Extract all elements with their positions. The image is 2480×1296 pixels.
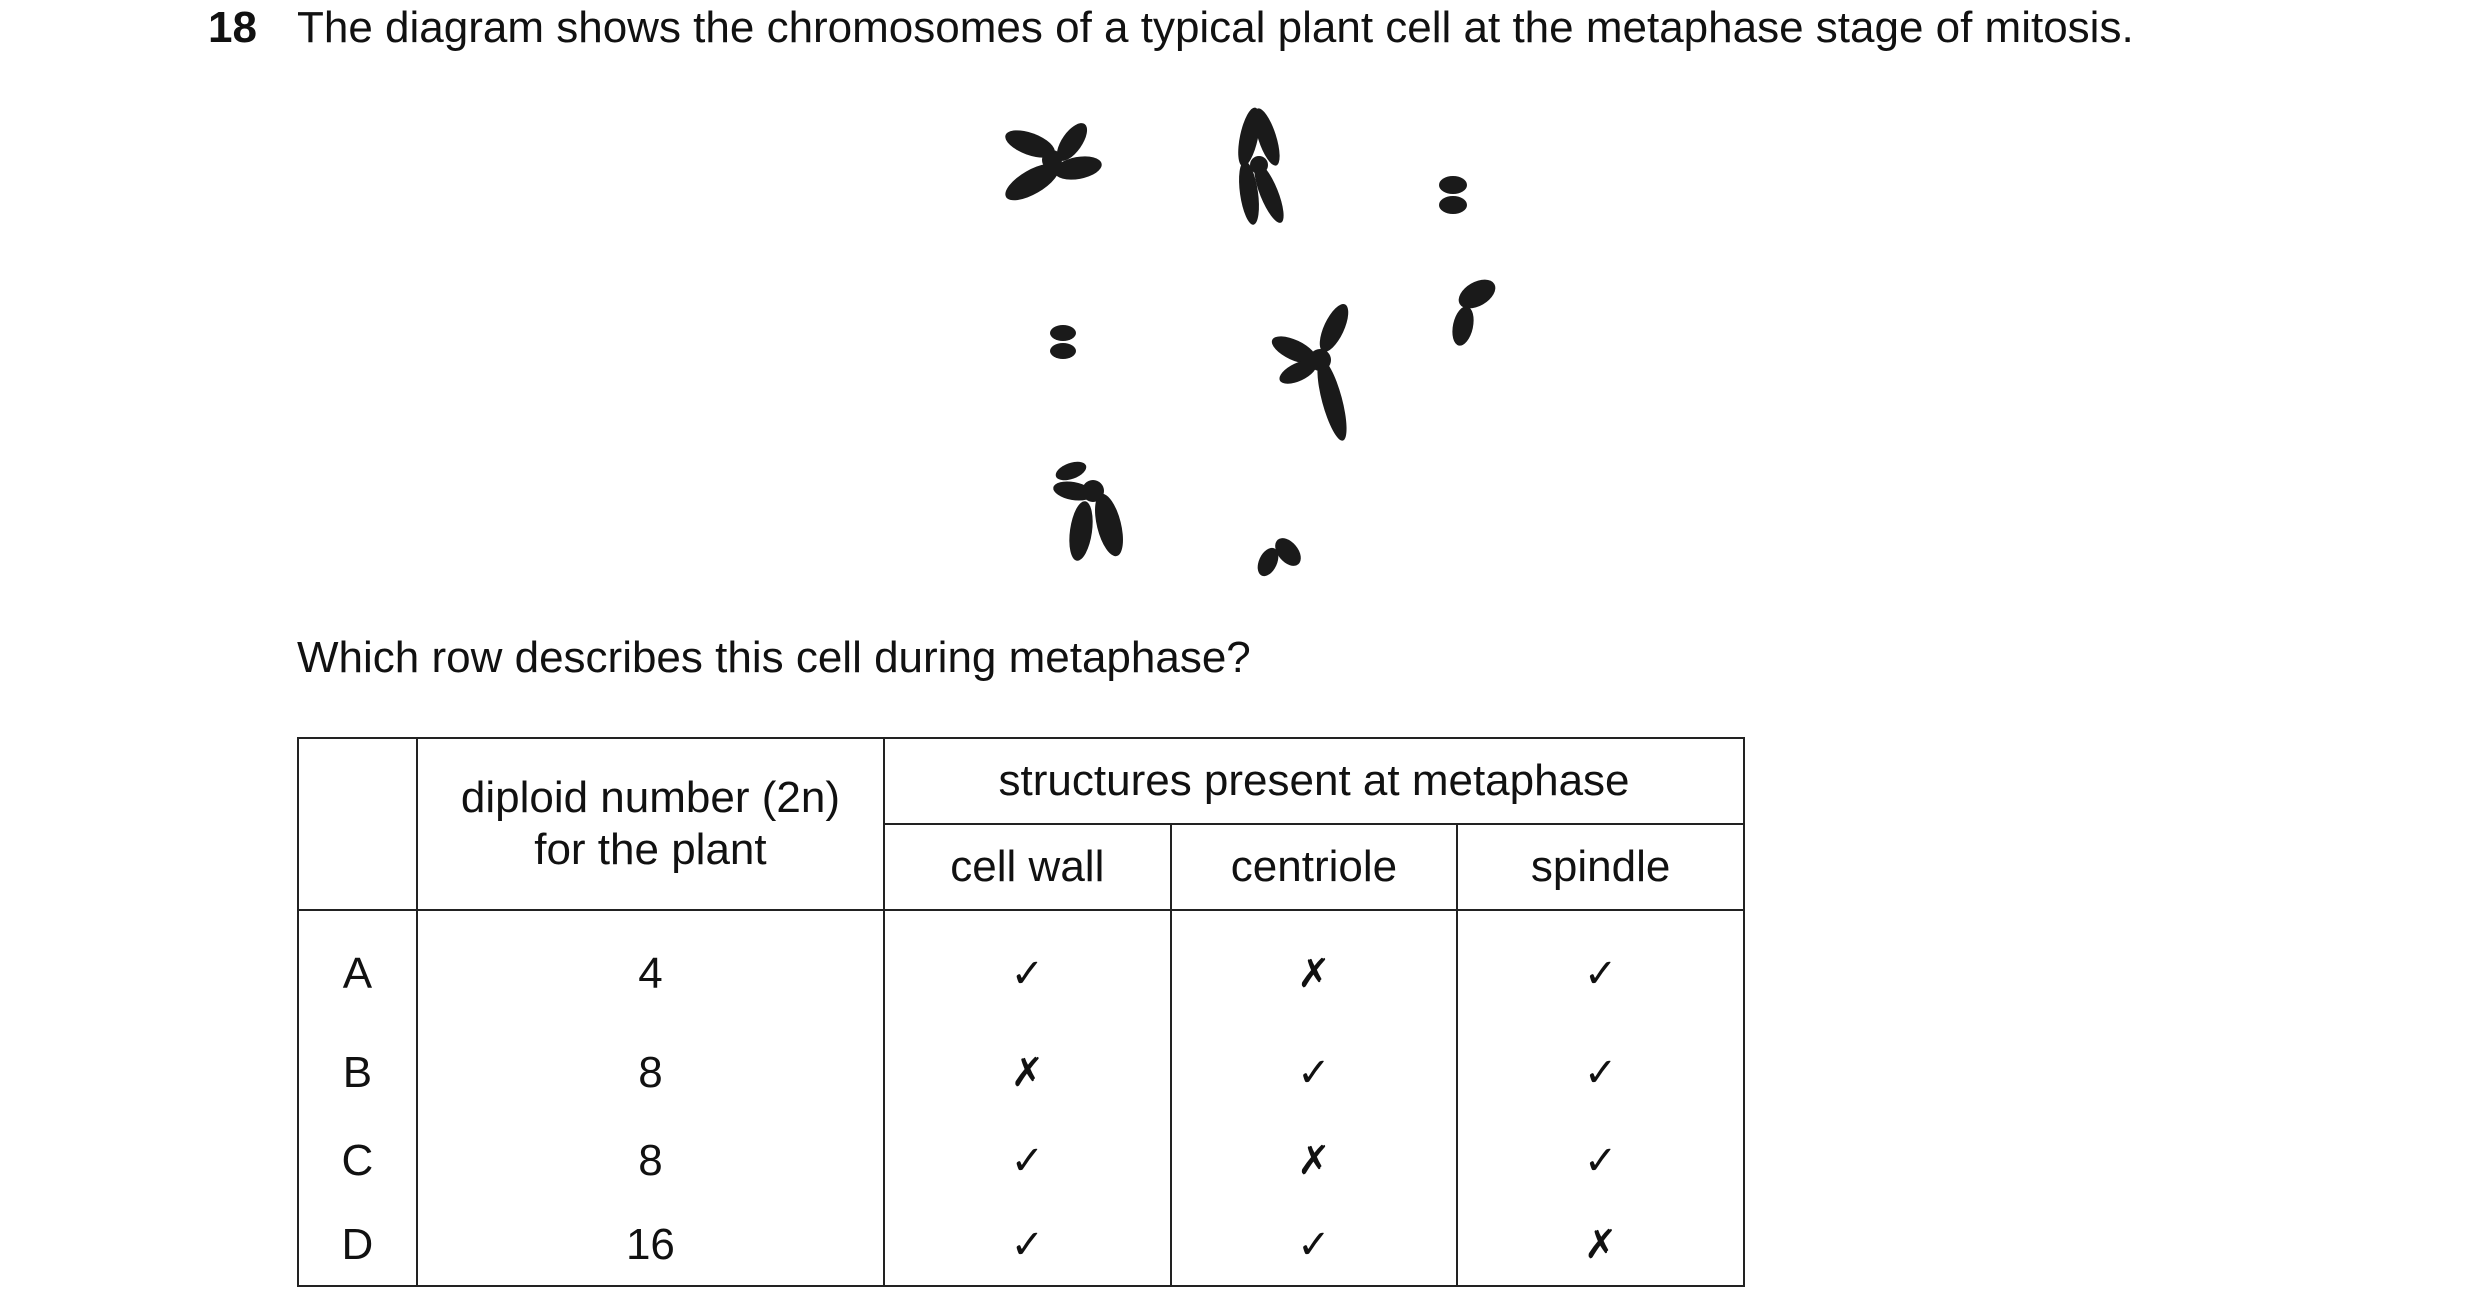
diploid-value: 16 [417,1205,884,1286]
cell-wall-mark: ✓ [884,1205,1171,1286]
table-row [298,1029,1744,1117]
spindle-mark: ✗ [1457,1205,1744,1286]
chromosome-diagram [980,90,1500,600]
cell-wall-mark: ✓ [884,1117,1171,1205]
table-row [298,1117,1744,1205]
diploid-value: 8 [417,1117,884,1205]
chromosome-small-bottom [1254,533,1306,579]
row-letter: B [298,1029,417,1117]
centriole-mark: ✗ [1171,910,1458,1029]
row-letter: D [298,1205,417,1286]
question-text: The diagram shows the chromosomes of a typical plant cell at the metaphase stage of mitosis. [297,3,2134,52]
spindle-mark: ✓ [1457,1117,1744,1205]
cell-wall-mark: ✗ [884,1029,1171,1117]
diploid-value: 8 [417,1029,884,1117]
cell-wall-header: cell wall [884,824,1171,910]
centriole-header: centriole [1171,824,1458,910]
table-row [298,1205,1744,1286]
row-letter: C [298,1117,417,1205]
centriole-mark: ✓ [1171,1205,1458,1286]
chromosome-bent-bottom-left [1052,458,1129,562]
spindle-header: spindle [1457,824,1744,910]
question-number: 18 [208,3,257,52]
spindle-mark: ✓ [1457,1029,1744,1117]
diploid-value: 4 [417,910,884,1029]
chromosome-small-left [1050,325,1076,359]
diploid-header-line2: for the plant [534,825,767,874]
answer-table [297,737,1745,1287]
chromosome-x-top-middle [1234,106,1289,226]
spindle-mark: ✓ [1457,910,1744,1029]
diploid-header-line1: diploid number (2n) [460,773,840,822]
chromosome-large-top-left [1000,118,1104,207]
row-letter: A [298,910,417,1029]
cell-wall-mark: ✓ [884,910,1171,1029]
diploid-number-header [417,738,884,910]
centriole-mark: ✓ [1171,1029,1458,1117]
centriole-mark: ✗ [1171,1117,1458,1205]
chromosome-small-top-right [1439,176,1467,214]
structures-header: structures present at metaphase [884,738,1744,824]
question-prompt: Which row describes this cell during metaphase? [297,633,1251,682]
table-row [298,910,1744,1029]
blank-header-cell [298,738,417,910]
chromosome-medium-right [1449,274,1500,348]
chromosome-large-middle [1268,300,1354,443]
